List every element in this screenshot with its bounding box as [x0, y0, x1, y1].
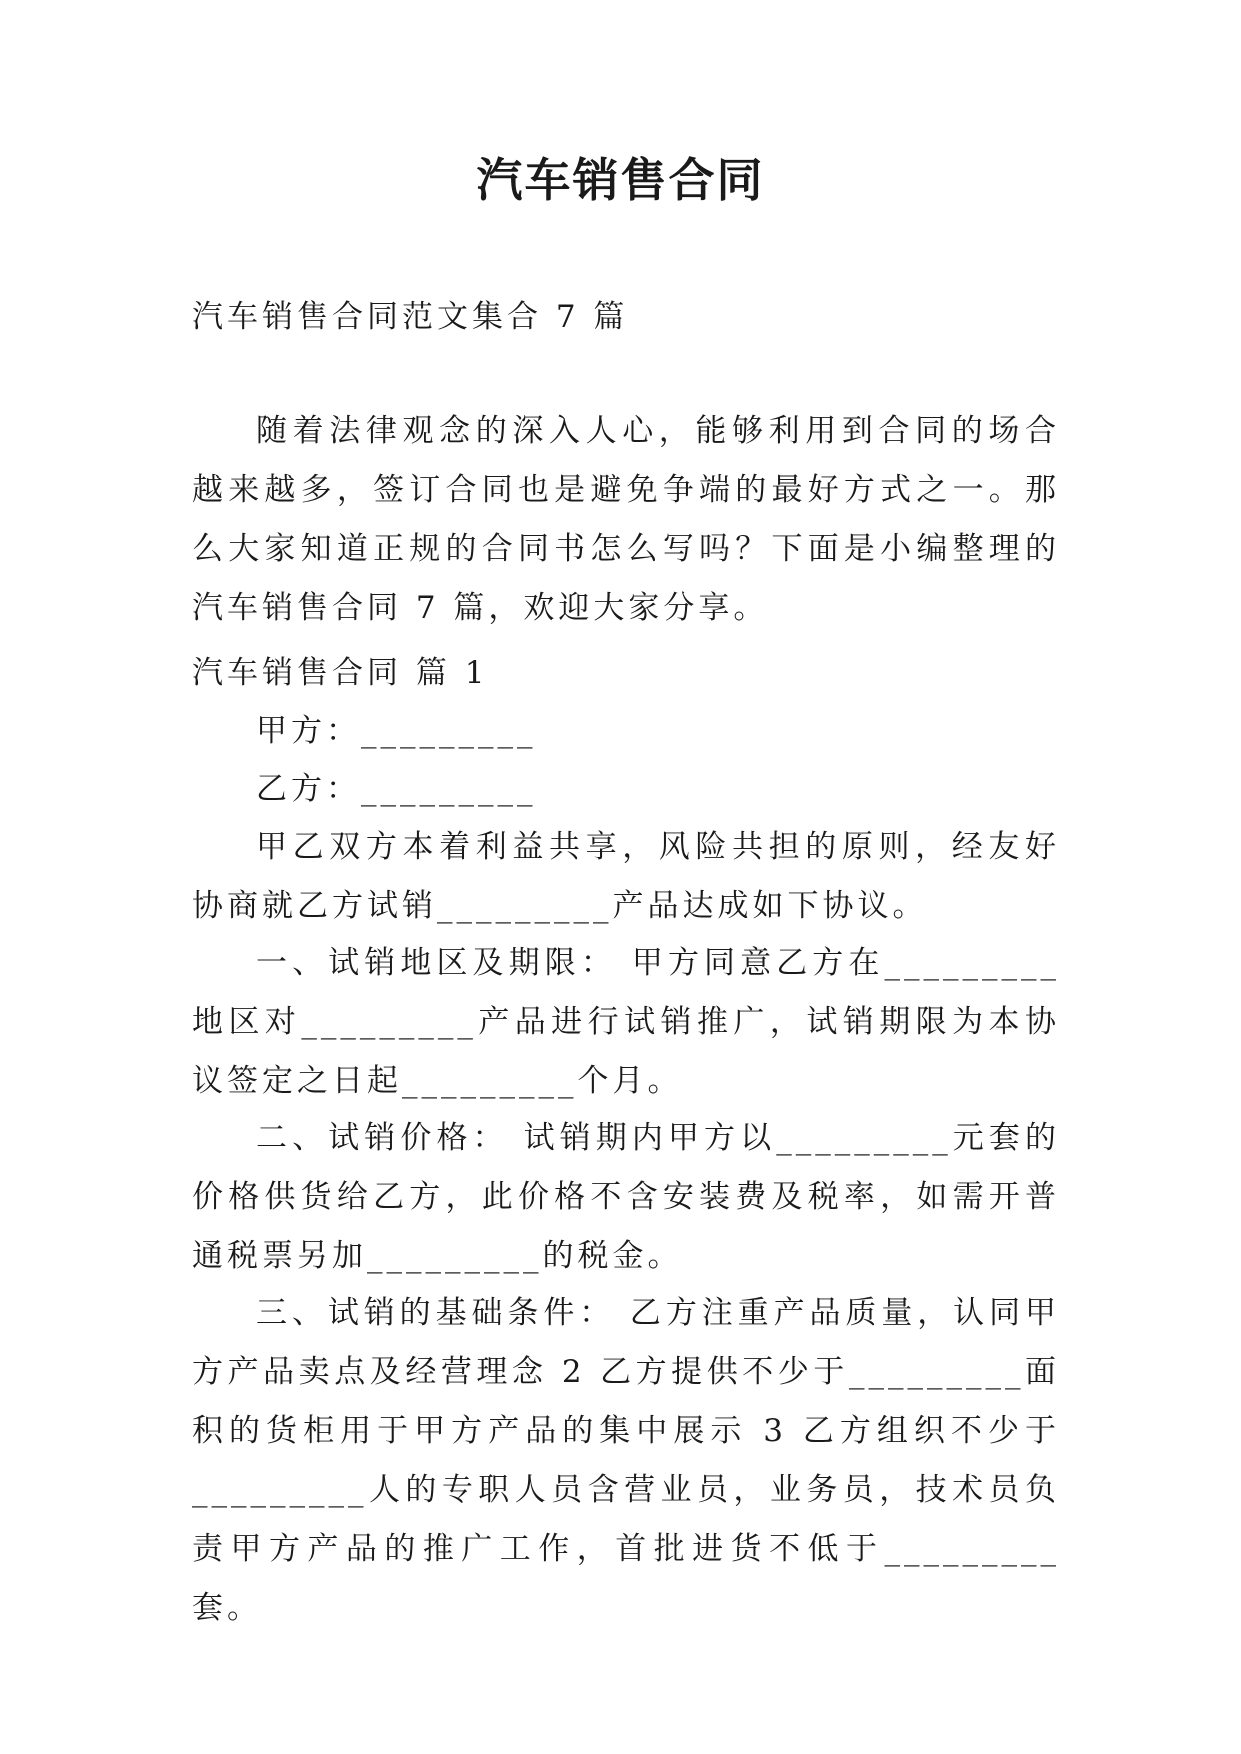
document-subtitle: 汽车销售合同范文集合 7 篇: [192, 299, 629, 335]
clause-trial-region-period: 一、试销地区及期限： 甲方同意乙方在_________地区对_________产品进行试销推广，试销期限为本协议签定之日起_________个月。: [192, 945, 1060, 1099]
clause-trial-conditions: 三、试销的基础条件： 乙方注重产品质量，认同甲方产品卖点及经营理念 2 乙方提供不少于_________面积的货柜用于甲方产品的集中展示 3 乙方组织不少于_________人的专职人员含营业员，业务员，技术员负责甲方产品的推广工作，首批进货不低于_________套。: [192, 1295, 1060, 1626]
agreement-paragraph: 甲乙双方本着利益共享，风险共担的原则，经友好协商就乙方试销_________产品达成如下协议。: [192, 829, 1060, 924]
party-a-line: 甲方：_________: [256, 713, 537, 749]
section-title: 汽车销售合同 篇 1: [192, 655, 489, 691]
document-title: 汽车销售合同: [476, 153, 765, 207]
party-b-line: 乙方：_________: [256, 771, 537, 807]
intro-paragraph: 随着法律观念的深入人心，能够利用到合同的场合越来越多，签订合同也是避免争端的最好方式之一。那么大家知道正规的合同书怎么写吗？下面是小编整理的汽车销售合同 7 篇，欢迎大家分享。: [192, 413, 1060, 626]
clause-trial-price: 二、试销价格： 试销期内甲方以_________元套的价格供货给乙方，此价格不含安装费及税率，如需开普通税票另加_________的税金。: [192, 1120, 1060, 1274]
